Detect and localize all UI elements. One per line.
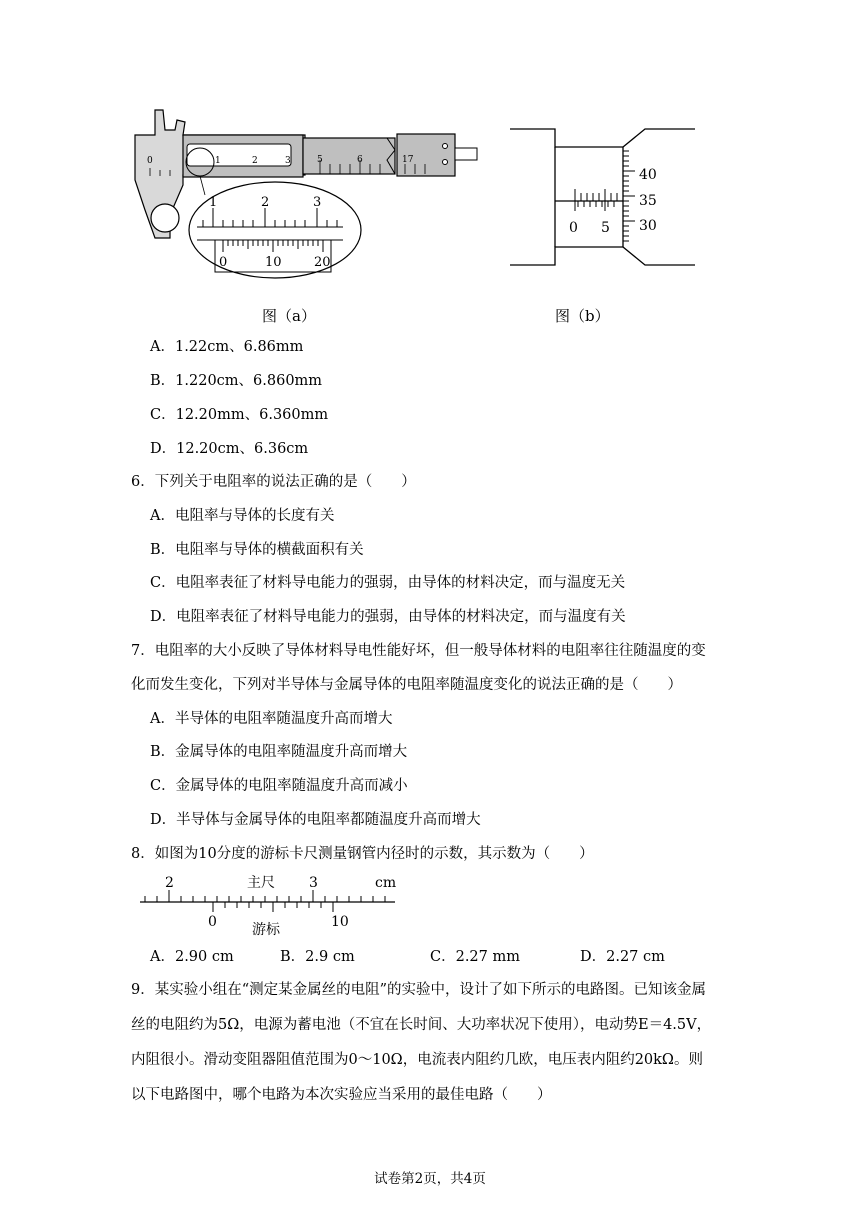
q6-option-a: A．电阻率与导体的长度有关 bbox=[150, 508, 335, 524]
q6-option-c: C．电阻率表征了材料导电能力的强弱，由导体的材料决定，而与温度无关 bbox=[150, 575, 626, 591]
main-label: 主尺 bbox=[247, 875, 275, 891]
zoom-main-3: 3 bbox=[313, 195, 322, 210]
q7-option-d: D．半导体与金属导体的电阻率都随温度升高而增大 bbox=[150, 812, 481, 828]
q9-line1: 9．某实验小组在“测定某金属丝的电阻”的实验中，设计了如下所示的电路图。已知该金属 bbox=[131, 982, 707, 998]
q6-option-d: D．电阻率表征了材料导电能力的强弱，由导体的材料决定，而与温度有关 bbox=[150, 609, 626, 625]
main-scale-6: 6 bbox=[357, 155, 363, 165]
sleeve-0: 0 bbox=[569, 220, 578, 236]
q8-stem: 8．如图为10分度的游标卡尺测量钢管内径时的示数，其示数为（ ） bbox=[131, 846, 594, 862]
zoom-vernier-0: 0 bbox=[219, 255, 228, 270]
main-scale-17: 17 bbox=[402, 155, 414, 165]
q7-stem-line2: 化而发生变化，下列对半导体与金属导体的电阻率随温度变化的说法正确的是（ ） bbox=[131, 677, 682, 693]
page-footer: 试卷第2页，共4页 bbox=[374, 1171, 486, 1187]
thimble-40: 40 bbox=[639, 167, 657, 183]
q7-stem-line1: 7．电阻率的大小反映了导体材料导电性能好坏，但一般导体材料的电阻率往往随温度的变 bbox=[131, 643, 706, 659]
zoom-vernier-20: 20 bbox=[314, 255, 331, 270]
unit-cm: cm bbox=[375, 875, 397, 891]
main-2: 2 bbox=[165, 875, 174, 891]
q8-option-d: D．2.27 cm bbox=[580, 949, 665, 965]
q7-option-a: A．半导体的电阻率随温度升高而增大 bbox=[150, 711, 393, 727]
main-scale-2: 2 bbox=[252, 156, 258, 166]
sleeve-5: 5 bbox=[601, 220, 610, 236]
q8-option-b: B．2.9 cm bbox=[280, 949, 355, 965]
thimble-35: 35 bbox=[639, 193, 657, 209]
main-scale-5: 5 bbox=[317, 155, 323, 165]
main-scale-3: 3 bbox=[285, 156, 291, 166]
q5-option-c: C．12.20mm、6.360mm bbox=[150, 407, 329, 423]
micrometer-figure bbox=[505, 125, 700, 270]
q9-line3: 内阻很小。滑动变阻器阻值范围为0～10Ω，电流表内阻约几欧，电压表内阻约20kΩ。则 bbox=[131, 1052, 703, 1068]
vernier-10: 10 bbox=[331, 914, 349, 930]
thimble-30: 30 bbox=[639, 218, 657, 234]
q5-option-b: B．1.220cm、6.860mm bbox=[150, 373, 323, 389]
q7-option-c: C．金属导体的电阻率随温度升高而减小 bbox=[150, 778, 408, 794]
main-scale-1: 1 bbox=[215, 156, 221, 166]
vernier-0: 0 bbox=[208, 914, 217, 930]
q5-option-d: D．12.20cm、6.36cm bbox=[150, 441, 309, 457]
fig-b-caption: 图（b） bbox=[555, 307, 610, 325]
q9-line2: 丝的电阻约为5Ω，电源为蓄电池（不宜在长时间、大功率状况下使用），电动势E＝4.5V， bbox=[131, 1017, 712, 1033]
q6-stem: 6．下列关于电阻率的说法正确的是（ ） bbox=[131, 474, 416, 490]
vernier-label: 游标 bbox=[252, 922, 280, 938]
zoom-main-2: 2 bbox=[261, 195, 270, 210]
q8-option-a: A．2.90 cm bbox=[150, 949, 234, 965]
q6-option-b: B．电阻率与导体的横截面积有关 bbox=[150, 542, 364, 558]
fig-a-caption: 图（a） bbox=[262, 307, 316, 325]
q8-option-c: C．2.27 mm bbox=[430, 949, 520, 965]
q7-option-b: B．金属导体的电阻率随温度升高而增大 bbox=[150, 744, 408, 760]
main-ticks bbox=[145, 890, 385, 902]
q8-vernier-scale bbox=[135, 872, 405, 940]
q9-line4: 以下电路图中，哪个电路为本次实验应当采用的最佳电路（ ） bbox=[131, 1087, 552, 1103]
main-scale-0: 0 bbox=[147, 156, 153, 166]
caliper-figure bbox=[125, 100, 485, 285]
zoom-vernier-10: 10 bbox=[265, 255, 282, 270]
vernier-ticks bbox=[213, 902, 333, 912]
main-3: 3 bbox=[309, 875, 318, 891]
zoom-main-1: 1 bbox=[209, 195, 218, 210]
q5-option-a: A．1.22cm、6.86mm bbox=[150, 339, 304, 355]
